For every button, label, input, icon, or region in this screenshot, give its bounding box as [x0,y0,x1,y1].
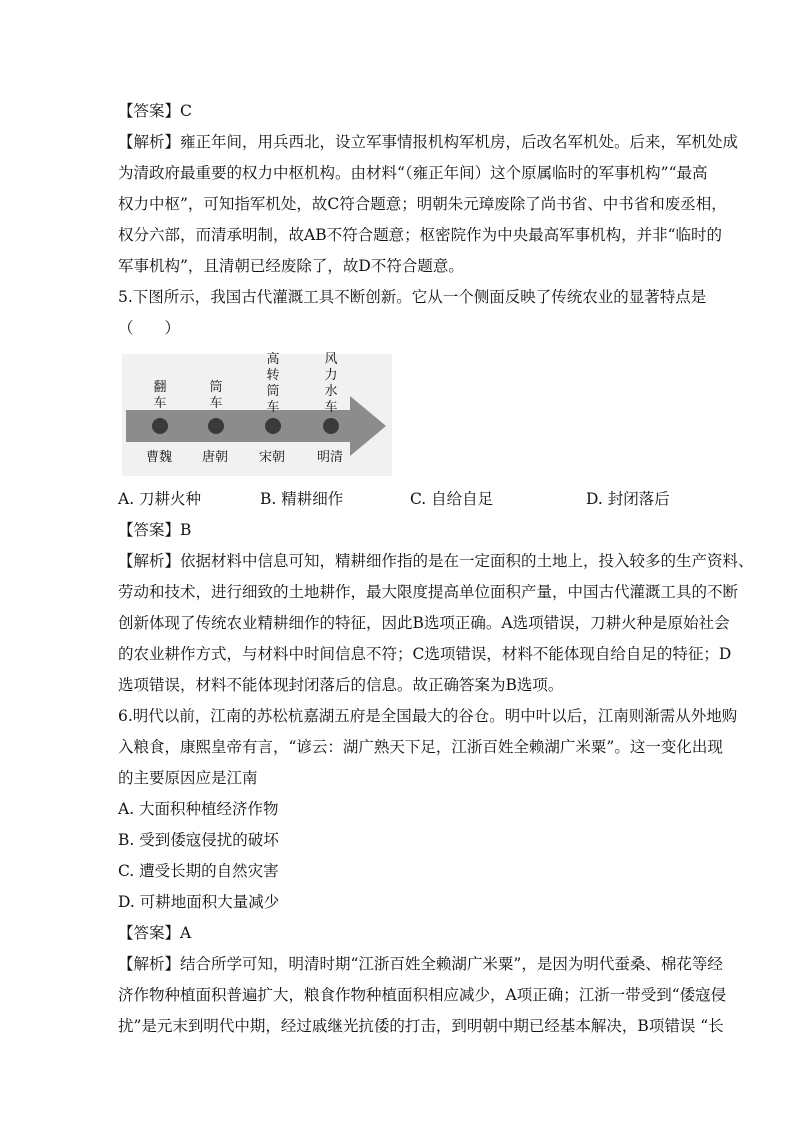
q6-stem-line: 的主要原因应是江南 [118,769,258,787]
tool-label-tongche [208,380,224,412]
q4-analysis-line: 为清政府最重要的权力中枢机构。由材料“（雍正年间）这个原属临时的军事机构”“最高 [118,164,708,182]
q5-analysis [118,546,754,701]
tool-label-fanche [152,380,168,412]
q6-stem-line: 入粮食，康熙皇帝有言，“谚云：湖广熟天下足，江浙百姓全赖湖广米粟”。这一变化出现 [118,738,723,756]
timeline-node-song [265,418,281,434]
q6-option-d: D. 可耕地面积大量减少 [118,893,280,911]
tool-name: 翻 车 [153,380,167,411]
q5-analysis-line: 的农业耕作方式，与材料中时间信息不符；C选项错误，材料不能体现自给自足的特征；D [118,645,732,663]
timeline-node-caowei [152,418,168,434]
q4-analysis-line: 军事机构”，且清朝已经废除了，故D不符合题意。 [118,257,464,275]
dynasty-label-mingqing: 明清 [317,450,344,465]
q6-option-a: A. 大面积种植经济作物 [118,800,279,818]
q5-analysis-line: 选项错误，材料不能体现封闭落后的信息。故正确答案为B选项。 [118,676,564,694]
tool-label-gaozhuan-tongche [265,352,281,416]
q5-answer: 【答案】B [118,521,192,539]
q5-option-d: D. 封闭落后 [586,490,670,508]
q6-stem [118,701,738,794]
q5-options [118,484,678,515]
dynasty-label-song: 宋朝 [259,450,286,465]
q6-option-c: C. 遭受长期的自然灾害 [118,862,279,880]
dynasty-label-tang: 唐朝 [202,450,229,465]
timeline-node-tang [208,418,224,434]
q4-answer: 【答案】C [118,102,192,120]
q5-option-c: C. 自给自足 [410,490,494,508]
q4-analysis-line: 权分六部，而清承明制，故AB不符合题意；枢密院作为中央最高军事机构，并非“临时的 [118,226,723,244]
q6-stem-line: 6.明代以前，江南的苏松杭嘉湖五府是全国最大的谷仓。明中叶以后，江南则渐需从外地购 [118,707,738,725]
q5-option-b: B. 精耕细作 [260,490,344,508]
q5-option-a: A. 刀耕火种 [118,490,202,508]
q5-stem-line: 5.下图所示，我国古代灌溉工具不断创新。它从一个侧面反映了传统农业的显著特点是 [118,288,707,306]
q6-analysis-line: 扰”是元末到明代中期，经过戚继光抗倭的打击，到明朝中期已经基本解决，B项错误 “长 [118,1017,724,1035]
document-page [118,96,754,1042]
tool-name: 风 力 水 车 [324,352,338,415]
q4-analysis-line: 权力中枢”，可知指军机处，故C符合题意；明朝朱元璋废除了尚书省、中书省和废丞相， [118,195,727,213]
q6-analysis-line: 【解析】结合所学可知，明清时期“江浙百姓全赖湖广米粟”，是因为明代蚕桑、棉花等经 [118,955,723,973]
q5-stem-line: （ ） [118,319,181,337]
irrigation-tools-timeline-figure [122,354,392,476]
q6-option-b: B. 受到倭寇侵扰的破坏 [118,831,279,849]
q4-analysis-line: 【解析】雍正年间，用兵西北，设立军事情报机构军机房，后改名军机处。后来，军机处成 [118,133,739,151]
q6-answer: 【答案】A [118,924,192,942]
q4-analysis [118,127,739,282]
q5-analysis-line: 劳动和技术，进行细致的土地耕作，最大限度提高单位面积产量，中国古代灌溉工具的不断 [118,583,739,601]
q5-analysis-line: 【解析】依据材料中信息可知，精耕细作指的是在一定面积的土地上，投入较多的生产资料、 [118,552,754,570]
tool-label-fengli-shuiche [323,352,339,416]
timeline-node-mingqing [323,418,339,434]
q6-analysis [118,949,727,1042]
tool-name: 高 转 筒 车 [266,352,280,415]
q6-analysis-line: 济作物种植面积普遍扩大，粮食作物种植面积相应减少，A项正确；江浙一带受到“倭寇侵 [118,986,727,1004]
q5-stem [118,282,707,344]
tool-name: 筒 车 [209,380,223,411]
dynasty-label-caowei: 曹魏 [146,450,173,465]
q5-analysis-line: 创新体现了传统农业精耕细作的特征，因此B选项正确。A选项错误，刀耕火种是原始社会 [118,614,730,632]
